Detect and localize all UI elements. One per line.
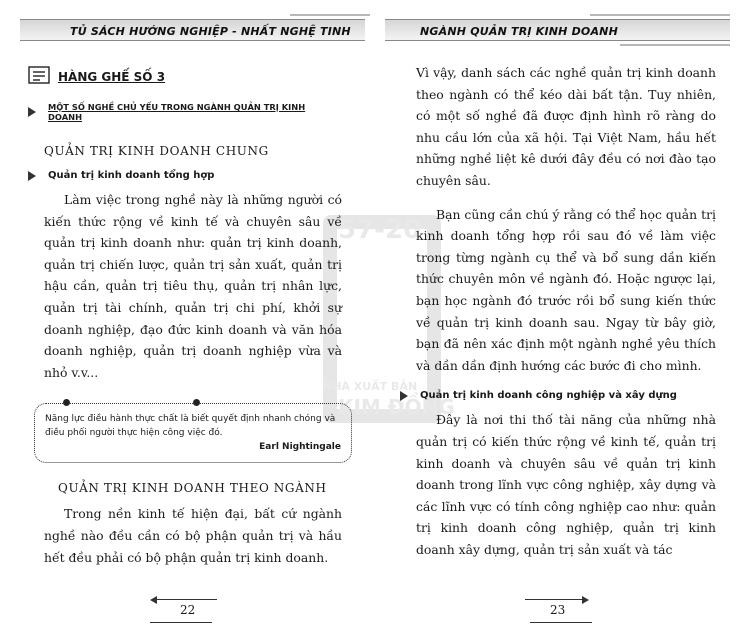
quote-box (34, 403, 352, 463)
book-icon (28, 66, 50, 88)
triangle-bullet-icon (28, 171, 36, 181)
sub-heading-row (400, 390, 716, 401)
page-number-line (155, 599, 217, 600)
header-left-title: TỦ SÁCH HƯỚNG NGHIỆP - NHẤT NGHỆ TINH (70, 25, 351, 38)
heading-general: QUẢN TRỊ KINH DOANH CHUNG (44, 144, 269, 158)
quote-dot (63, 399, 70, 406)
right-page (416, 62, 716, 560)
watermark-line2: KIM ĐỒNG (338, 395, 455, 419)
quote-dot (193, 399, 200, 406)
page-number-line (525, 599, 587, 600)
heading-by-industry: QUẢN TRỊ KINH DOANH THEO NGÀNH (58, 481, 327, 496)
left-page (44, 62, 342, 568)
watermark-line1: NHÀ XUẤT BẢN (323, 380, 418, 393)
header-stripe (620, 44, 730, 46)
page-number: 22 (180, 603, 196, 617)
sub-heading: Quản trị kinh doanh tổng hợp (48, 170, 215, 181)
paragraph: Trong nền kinh tế hiện đại, bất cứ ngành nghề nào đều cần có bộ phận quản trị và hầu hết đều phải có bộ phận quản trị kinh doanh. (44, 506, 342, 565)
paragraph: Bạn cũng cần chú ý rằng có thể học quản trị kinh doanh tổng hợp rồi sau đó về làm việc trong từng ngành cụ thể và bổ sung dần kiến thức chuyên môn về ngành đó. Hoặc ngược lại, bạn học ngành đó trước rồi bổ sung kiến thức về quản trị kinh doanh sau. Ngay từ bây giờ, bạn đã nên xác định một ngành nghề yêu thích và dần dần định hướng các bước đi cho mình. (416, 206, 716, 373)
quote-text: Năng lực điều hành thực chất là biết quyết định nhanh chóng và điều phối người thực hiện công việc đó. (45, 414, 336, 439)
page-number-line (530, 622, 592, 623)
triangle-bullet-icon (28, 107, 36, 117)
header-stripe (290, 14, 370, 16)
paragraph: Làm việc trong nghề này là những người có kiến thức rộng về kinh tế và chuyên sâu về quản trị kinh doanh như: quản trị kinh doanh, quản trị chiến lược, quản trị sản xuất, quản trị hậu cần, quản trị tiêu thụ, quản trị nhân lực, quản trị tài chính, quản trị chi phí, khởi sự doanh nghiệp, đạo đức kinh doanh và văn hóa doanh nghiệp, quản trị doanh nghiệp vừa và nhỏ v.v... (44, 192, 342, 380)
sub-heading: Quản trị kinh doanh công nghiệp và xây dựng (420, 390, 677, 402)
section-subtitle-row (28, 102, 342, 122)
paragraph: Vì vậy, danh sách các nghề quản trị kinh doanh theo ngành có thể kéo dài bất tận. Tuy nhiên, có một số nghề đã được định hình rõ ràng do nhu cầu lớn của xã hội. Tại Việt Nam, hầu hết những nghề liệt kê dưới đây đều có nơi đào tạo chuyên sâu. (416, 65, 716, 188)
page-number: 23 (550, 603, 566, 617)
section-heading (28, 66, 342, 88)
sub-heading-row (28, 170, 342, 181)
page-arrow-left-icon (150, 596, 157, 604)
paragraph: Đây là nơi thi thố tài năng của những nhà quản trị có kiến thức rộng về kinh tế, quản trị kinh doanh và chuyên sâu về quản trị kinh doanh trong lĩnh vực công nghiệp, xây dựng và các lĩnh vực có tính công nghiệp cao như: quản trị kinh doanh công nghiệp, quản trị kinh doanh xây dựng, quản trị sản xuất và tác (416, 412, 716, 557)
page-arrow-right-icon (582, 596, 589, 604)
section-subtitle: MỘT SỐ NGHỀ CHỦ YẾU TRONG NGÀNH QUẢN TRỊ KINH DOANH (48, 102, 306, 122)
triangle-bullet-icon (400, 391, 408, 401)
section-title: HÀNG GHẾ SỐ 3 (58, 70, 166, 84)
watermark-years: 57-20 (338, 215, 422, 245)
page-header (0, 8, 745, 46)
header-stripe (590, 14, 730, 16)
page-number-line (150, 622, 212, 623)
header-right-title: NGÀNH QUẢN TRỊ KINH DOANH (420, 25, 618, 38)
quote-author: Earl Nightingale (259, 442, 341, 453)
